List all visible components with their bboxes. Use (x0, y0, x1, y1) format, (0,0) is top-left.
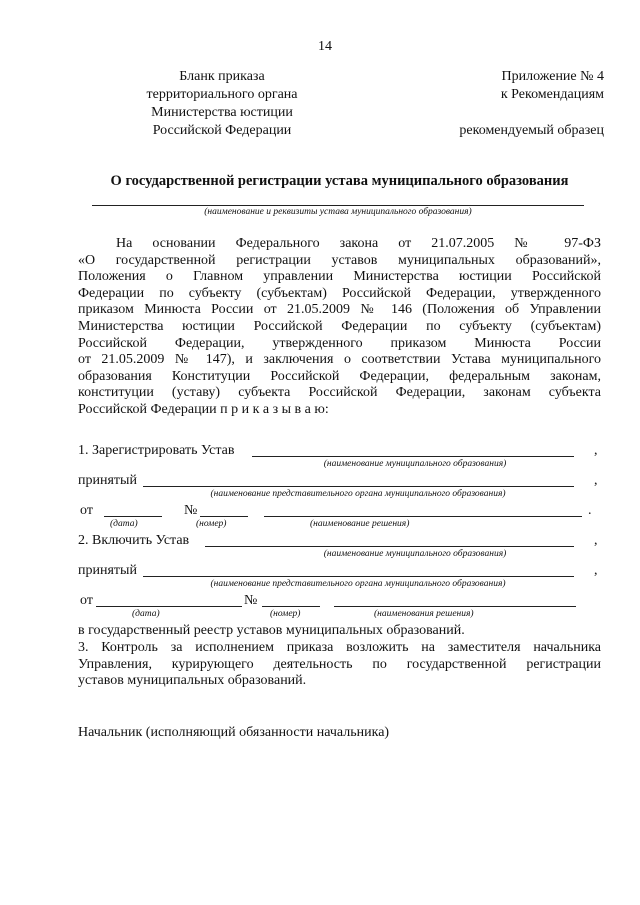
item1-adopted-label: принятый (78, 473, 137, 488)
comma: , (594, 443, 598, 458)
preamble-line: Министерства юстиции Российской Федерации по субъекту (субъектам) (78, 318, 601, 334)
preamble-paragraph (78, 236, 601, 419)
item2-adopted-caption: (наименование представительного органа муниципального образования) (210, 579, 506, 589)
header-left-line: Министерства юстиции (151, 105, 293, 120)
item1-decision-line (264, 516, 582, 517)
preamble-line: Федерации по субъекту (субъектам) Российской Федерации, утвержденного (78, 285, 601, 301)
signature-line: Начальник (исполняющий обязанности начальника) (78, 725, 390, 740)
header-left-line: Российской Федерации (152, 123, 292, 138)
item2-date-caption: (дата) (132, 609, 160, 619)
header-left (118, 68, 326, 140)
appendix-reference: к Рекомендациям (500, 87, 604, 102)
preamble-line: На основании Федерального закона от 21.07.2005 № 97-ФЗ (116, 236, 601, 251)
item2-label: 2. Включить Устав (78, 533, 190, 548)
preamble-line: от 21.05.2009 № 147), и заключения о соответствии Устава муниципального (78, 352, 601, 368)
item2-caption: (наименование муниципального образования) (323, 549, 507, 559)
preamble-line: приказом Минюста России от 21.05.2009 № 146 (Положения об Управлении (78, 302, 601, 318)
preamble-line: «О государственной регистрации уставов муниципальных образований», (78, 252, 601, 268)
preamble-line: Положения о Главном управлении Министерства юстиции Российской (78, 269, 601, 285)
item3-paragraph (78, 640, 601, 690)
item2-decision-caption: (наименования решения) (374, 609, 474, 619)
title-caption: (наименование и реквизиты устава муниципального образования) (204, 207, 472, 217)
item1-label: 1. Зарегистрировать Устав (78, 443, 235, 458)
item2-adopted-line (143, 576, 574, 577)
item2-from-label: от (80, 593, 93, 608)
item2-date-line (96, 606, 242, 607)
comma: , (594, 533, 598, 548)
document-title: О государственной регистрации устава муниципального образования (110, 173, 569, 189)
item1-from-label: от (80, 503, 93, 518)
item1-date-line (104, 516, 162, 517)
item1-date-caption: (дата) (110, 519, 138, 529)
page-number: 14 (318, 39, 332, 54)
item2-adopted-label: принятый (78, 563, 137, 578)
item1-caption: (наименование муниципального образования) (323, 459, 507, 469)
item3-line: 3. Контроль за исполнением приказа возложить на заместителя начальника (78, 640, 601, 655)
appendix-number: Приложение № 4 (501, 69, 604, 84)
header-right (470, 68, 604, 104)
preamble-line: Российской Федерации, утвержденного приказом Минюста России (78, 335, 601, 351)
item1-municipality-line (252, 456, 574, 457)
preamble-line: Российской Федерации п р и к а з ы в а ю: (78, 401, 329, 417)
item1-adopted-line (143, 486, 574, 487)
item2-municipality-line (205, 546, 574, 547)
comma: , (594, 563, 598, 578)
header-left-line: Бланк приказа (179, 69, 265, 84)
comma: , (594, 473, 598, 488)
item2-number-line (262, 606, 320, 607)
item1-number-line (200, 516, 248, 517)
preamble-line: конституции (уставу) субъекта Российской Федерации, законам субъекта (78, 385, 601, 401)
period: . (588, 503, 592, 518)
header-left-line: территориального органа (146, 87, 298, 102)
item1-number-sign: № (184, 503, 198, 518)
sample-note: рекомендуемый образец (459, 123, 604, 138)
item1-adopted-caption: (наименование представительного органа муниципального образования) (210, 489, 506, 499)
item3-line: уставов муниципальных образований. (78, 673, 307, 689)
item2-number-sign: № (244, 593, 258, 608)
item2-number-caption: (номер) (270, 609, 301, 619)
preamble-line: образования Конституции Российской Федерации, федеральным законам, (78, 368, 601, 384)
item1-number-caption: (номер) (196, 519, 227, 529)
item3-line: Управления, курирующего деятельность по государственной регистрации (78, 656, 601, 672)
registry-text: в государственный реестр уставов муниципальных образований. (78, 623, 465, 638)
title-fill-line (92, 205, 584, 206)
item2-decision-line (334, 606, 576, 607)
item1-decision-caption: (наименование решения) (310, 519, 410, 529)
